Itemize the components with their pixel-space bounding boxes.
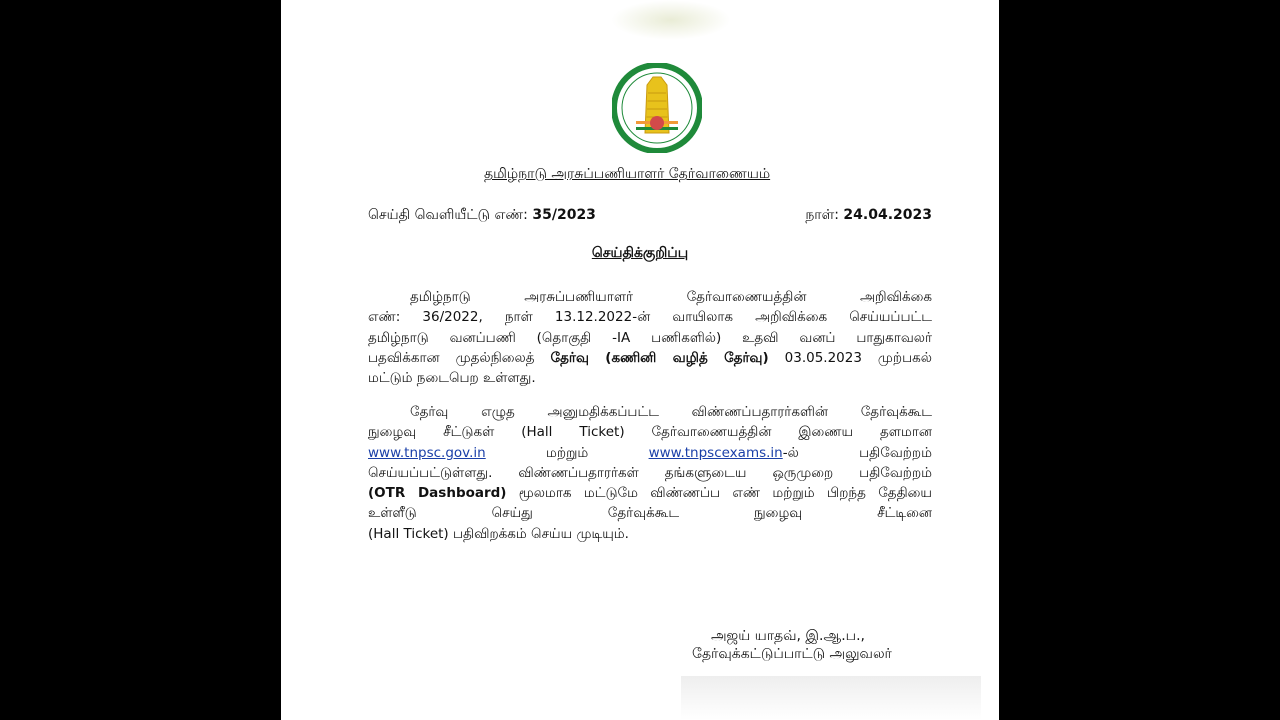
date-line bbox=[805, 207, 932, 225]
reference-line bbox=[368, 207, 596, 225]
signatory-name: அஜய் யாதவ், இ.ஆ.ப., bbox=[711, 628, 865, 644]
paragraph-line bbox=[368, 328, 932, 348]
text-segment: (Hall Ticket) பதிவிறக்கம் செய்ய முடியும். bbox=[368, 525, 629, 542]
signatory-designation: தேர்வுக்கட்டுப்பாட்டு அலுவலர் bbox=[692, 646, 892, 662]
reference-number: 35/2023 bbox=[532, 207, 596, 223]
date-value: 24.04.2023 bbox=[843, 207, 932, 223]
paragraph-line bbox=[368, 422, 932, 442]
paragraph-line bbox=[368, 483, 932, 503]
date-label: நாள்: bbox=[805, 207, 839, 223]
text-segment: -ல் பதிவேற்றம் bbox=[782, 444, 932, 461]
text-segment: மற்றும் bbox=[485, 444, 649, 461]
paragraph-line bbox=[368, 524, 932, 544]
text-segment: உள்ளீடு செய்து தேர்வுக்கூட நுழைவு சீட்டினை bbox=[368, 505, 932, 522]
document-page bbox=[281, 0, 999, 720]
text-segment: எண்: 36/2022, நாள் 13.12.2022-ன் வாயிலாக அறிவிக்கை செய்யப்பட்ட bbox=[368, 309, 932, 326]
text-segment: மூலமாக மட்டுமே விண்ணப்ப எண் மற்றும் பிறந்த தேதியை bbox=[506, 485, 932, 502]
website-link[interactable]: www.tnpsc.gov.in bbox=[368, 444, 486, 461]
reference-label: செய்தி வெளியீட்டு எண்: bbox=[368, 207, 528, 223]
paragraph-1 bbox=[368, 287, 932, 388]
paragraph-line bbox=[368, 402, 932, 422]
paragraph-line bbox=[368, 503, 932, 523]
paragraph-2 bbox=[368, 402, 932, 544]
paragraph-line bbox=[368, 463, 932, 483]
text-segment: தேர்வு எழுத அனுமதிக்கப்பட்ட விண்ணப்பதாரர்களின் தேர்வுக்கூட bbox=[410, 404, 932, 420]
blur-artifact bbox=[681, 676, 981, 720]
paragraph-line bbox=[368, 348, 932, 368]
text-segment: தமிழ்நாடு வனப்பணி (தொகுதி -IA பணிகளில்) உதவி வனப் பாதுகாவலர் bbox=[368, 329, 932, 346]
blur-artifact bbox=[611, 0, 731, 40]
text-segment: நுழைவு சீட்டுகள் (Hall Ticket) தேர்வாணையத்தின் இணைய தளமான bbox=[368, 424, 932, 441]
text-segment: மட்டும் நடைபெற உள்ளது. bbox=[368, 370, 536, 387]
text-segment: செய்யப்பட்டுள்ளது. விண்ணப்பதாரர்கள் தங்களுடைய ஒருமுறை பதிவேற்றம் bbox=[368, 464, 932, 481]
paragraph-line bbox=[368, 287, 932, 307]
paragraph-line bbox=[368, 443, 932, 463]
tn-government-emblem bbox=[612, 63, 702, 153]
text-segment: 03.05.2023 முற்பகல் bbox=[768, 349, 932, 366]
text-segment: தமிழ்நாடு அரசுப்பணியாளர் தேர்வாணையத்தின் அறிவிக்கை bbox=[410, 289, 932, 305]
bold-text: தேர்வு (கணினி வழித் தேர்வு) bbox=[550, 349, 769, 366]
organisation-heading: தமிழ்நாடு அரசுப்பணியாளர் தேர்வாணையம் bbox=[484, 166, 771, 182]
website-link[interactable]: www.tnpscexams.in bbox=[648, 444, 783, 461]
press-release-title: செய்திக்குறிப்பு bbox=[591, 245, 689, 261]
bold-text: (OTR Dashboard) bbox=[368, 485, 507, 502]
paragraph-line bbox=[368, 307, 932, 327]
paragraph-line bbox=[368, 368, 932, 388]
text-segment: பதவிக்கான முதல்நிலைத் bbox=[368, 349, 551, 366]
